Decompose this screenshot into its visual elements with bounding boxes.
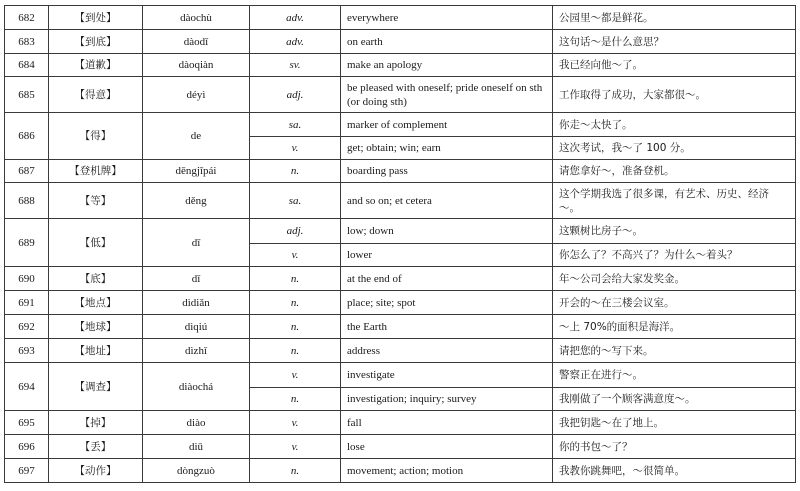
- entry-example: 工作取得了成功，大家都很～。: [553, 77, 796, 113]
- table-row: [5, 459, 796, 483]
- entry-pinyin: diào: [143, 411, 250, 435]
- entry-example: 我把钥匙～在了地上。: [553, 411, 796, 435]
- entry-pos: adv.: [250, 6, 341, 30]
- entry-definition: on earth: [341, 30, 553, 54]
- entry-number: 688: [5, 183, 49, 219]
- entry-word: 【等】: [49, 183, 143, 219]
- entry-example: 这颗树比房子～。: [553, 219, 796, 244]
- entry-definition: and so on; et cetera: [341, 183, 553, 219]
- entry-example: 这句话～是什么意思？: [553, 30, 796, 54]
- entry-word: 【得意】: [49, 77, 143, 113]
- entry-example: 这个学期我选了很多课，有艺术、历史、经济～。: [553, 183, 796, 219]
- table-row: [5, 291, 796, 315]
- entry-example: 请您拿好～，准备登机。: [553, 160, 796, 183]
- entry-pos: sa.: [250, 113, 341, 137]
- table-row: [5, 315, 796, 339]
- entry-example: 警察正在进行～。: [553, 363, 796, 388]
- entry-definition: lose: [341, 435, 553, 459]
- entry-pinyin: dǐ: [143, 267, 250, 291]
- entry-example: 我教你跳舞吧，～很简单。: [553, 459, 796, 483]
- entry-pinyin: dàodǐ: [143, 30, 250, 54]
- entry-number: 685: [5, 77, 49, 113]
- entry-number: 693: [5, 339, 49, 363]
- entry-pinyin: déyì: [143, 77, 250, 113]
- entry-number: 686: [5, 113, 49, 160]
- entry-word: 【底】: [49, 267, 143, 291]
- entry-pinyin: diū: [143, 435, 250, 459]
- entry-pinyin: dī: [143, 219, 250, 267]
- entry-word: 【掉】: [49, 411, 143, 435]
- entry-definition: marker of complement: [341, 113, 553, 137]
- entry-word: 【地址】: [49, 339, 143, 363]
- entry-number: 683: [5, 30, 49, 54]
- entry-number: 694: [5, 363, 49, 411]
- entry-pos: n.: [250, 459, 341, 483]
- entry-pinyin: dàoqiàn: [143, 54, 250, 77]
- entry-pos: n.: [250, 267, 341, 291]
- entry-pinyin: dìzhǐ: [143, 339, 250, 363]
- entry-number: 696: [5, 435, 49, 459]
- entry-pinyin: dēngjīpái: [143, 160, 250, 183]
- entry-definition: investigation; inquiry; survey: [341, 388, 553, 411]
- entry-definition: place; site; spot: [341, 291, 553, 315]
- entry-pos: v.: [250, 244, 341, 267]
- entry-definition: at the end of: [341, 267, 553, 291]
- entry-pos: n.: [250, 388, 341, 411]
- entry-word: 【登机牌】: [49, 160, 143, 183]
- entry-word: 【到底】: [49, 30, 143, 54]
- entry-word: 【到处】: [49, 6, 143, 30]
- entry-definition: address: [341, 339, 553, 363]
- entry-example: 公园里～都是鲜花。: [553, 6, 796, 30]
- entry-pos: sa.: [250, 183, 341, 219]
- entry-pos: v.: [250, 435, 341, 459]
- entry-example: 这次考试，我～了 100 分。: [553, 137, 796, 160]
- vocabulary-table: [4, 5, 796, 483]
- entry-example: 我刚做了一个顾客满意度～。: [553, 388, 796, 411]
- table-row: [5, 267, 796, 291]
- entry-pos: v.: [250, 363, 341, 388]
- entry-number: 691: [5, 291, 49, 315]
- entry-definition: lower: [341, 244, 553, 267]
- entry-pos: v.: [250, 137, 341, 160]
- entry-number: 697: [5, 459, 49, 483]
- entry-example: ～上 70%的面积是海洋。: [553, 315, 796, 339]
- entry-pinyin: dàochù: [143, 6, 250, 30]
- entry-definition: the Earth: [341, 315, 553, 339]
- entry-definition: get; obtain; win; earn: [341, 137, 553, 160]
- entry-example: 请把您的～写下来。: [553, 339, 796, 363]
- table-row: [5, 77, 796, 113]
- entry-example: 你怎么了？不高兴了？为什么～着头？: [553, 244, 796, 267]
- entry-pinyin: diàochá: [143, 363, 250, 411]
- entry-pos: adj.: [250, 77, 341, 113]
- entry-definition: movement; action; motion: [341, 459, 553, 483]
- entry-word: 【动作】: [49, 459, 143, 483]
- table-row: [5, 435, 796, 459]
- table-row: [5, 363, 796, 388]
- entry-number: 689: [5, 219, 49, 267]
- entry-number: 687: [5, 160, 49, 183]
- entry-pinyin: dòngzuò: [143, 459, 250, 483]
- table-row: [5, 6, 796, 30]
- table-row: [5, 339, 796, 363]
- entry-definition: low; down: [341, 219, 553, 244]
- table-row: [5, 219, 796, 244]
- entry-word: 【得】: [49, 113, 143, 160]
- entry-word: 【地点】: [49, 291, 143, 315]
- entry-number: 695: [5, 411, 49, 435]
- entry-definition: everywhere: [341, 6, 553, 30]
- entry-pos: v.: [250, 411, 341, 435]
- entry-word: 【调查】: [49, 363, 143, 411]
- entry-pinyin: dìqiú: [143, 315, 250, 339]
- entry-word: 【低】: [49, 219, 143, 267]
- entry-definition: fall: [341, 411, 553, 435]
- table-row: [5, 411, 796, 435]
- table-row: [5, 183, 796, 219]
- entry-pos: n.: [250, 160, 341, 183]
- entry-pos: n.: [250, 291, 341, 315]
- entry-example: 你走～太快了。: [553, 113, 796, 137]
- entry-pinyin: dìdiǎn: [143, 291, 250, 315]
- table-row: [5, 113, 796, 137]
- entry-example: 你的书包～了？: [553, 435, 796, 459]
- entry-pos: adj.: [250, 219, 341, 244]
- entry-example: 开会的～在三楼会议室。: [553, 291, 796, 315]
- entry-example: 年～公司会给大家发奖金。: [553, 267, 796, 291]
- table-row: [5, 30, 796, 54]
- entry-word: 【丢】: [49, 435, 143, 459]
- entry-word: 【道歉】: [49, 54, 143, 77]
- table-row: [5, 160, 796, 183]
- entry-example: 我已经向他～了。: [553, 54, 796, 77]
- entry-pinyin: de: [143, 113, 250, 160]
- entry-pos: sv.: [250, 54, 341, 77]
- entry-definition: boarding pass: [341, 160, 553, 183]
- entry-pos: n.: [250, 339, 341, 363]
- entry-pos: adv.: [250, 30, 341, 54]
- entry-number: 692: [5, 315, 49, 339]
- entry-pinyin: děng: [143, 183, 250, 219]
- entry-number: 682: [5, 6, 49, 30]
- entry-number: 684: [5, 54, 49, 77]
- entry-pos: n.: [250, 315, 341, 339]
- entry-definition: be pleased with oneself; pride oneself on sth (or doing sth): [341, 77, 553, 113]
- entry-definition: investigate: [341, 363, 553, 388]
- entry-definition: make an apology: [341, 54, 553, 77]
- entry-number: 690: [5, 267, 49, 291]
- entry-word: 【地球】: [49, 315, 143, 339]
- table-row: [5, 54, 796, 77]
